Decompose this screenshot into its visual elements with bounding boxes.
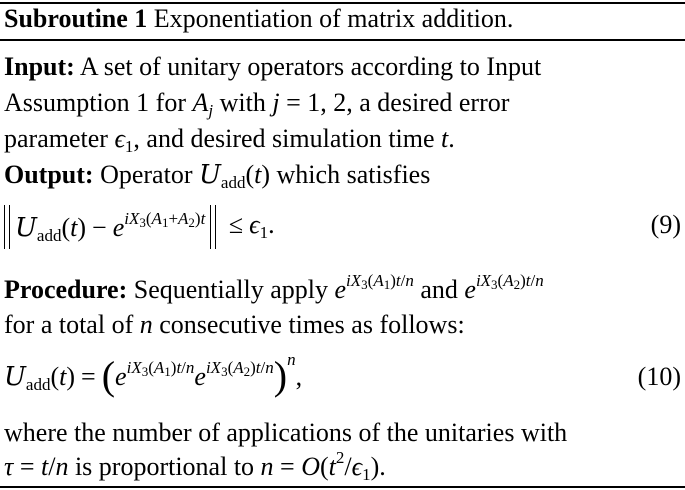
math-A-j: $A_j$ bbox=[192, 88, 214, 120]
procedure-text-a: Sequentially apply bbox=[133, 275, 328, 304]
bottom-rule bbox=[0, 486, 685, 488]
equation-10: $U_{add}(t) = (e^{iX_3(A_1)t/n}e^{iX_3(A_2)t/n})^n$, bbox=[4, 350, 303, 398]
final-line-2: τ = t/n is proportional to $n = O(t^2/\epsilon_1)$. bbox=[4, 448, 386, 484]
procedure-line-1: Procedure: Sequentially apply $e^{iX_3(A_1)t/n}$ and $e^{iX_3(A_2)t/n}$ bbox=[4, 271, 544, 304]
title-rule bbox=[0, 39, 685, 41]
procedure-text-d: consecutive times as follows: bbox=[159, 310, 465, 339]
input-text-2c: = 1, 2, a desired error bbox=[286, 88, 510, 117]
input-label: Input: bbox=[4, 52, 75, 81]
final-line-1 bbox=[4, 418, 567, 448]
equation-10-number: (10) bbox=[637, 362, 681, 391]
input-text-3a: parameter bbox=[4, 124, 108, 153]
algorithm-title bbox=[4, 4, 513, 34]
output-text-b: which satisfies bbox=[276, 160, 431, 189]
output-line bbox=[4, 160, 430, 190]
input-text-2b: with bbox=[219, 88, 266, 117]
procedure-line-2 bbox=[4, 310, 465, 340]
input-text-2a: Assumption 1 for bbox=[4, 88, 186, 117]
procedure-text-b: and bbox=[420, 275, 458, 304]
procedure-text-c: for a total of bbox=[4, 310, 134, 339]
input-line-1 bbox=[4, 52, 541, 82]
input-text-1: A set of unitary operators according to Input bbox=[79, 52, 542, 81]
math-j: j bbox=[272, 88, 280, 117]
norm-bars: $U_{add}(t) - e^{iX_3(A_1+A_2)t}$ bbox=[4, 205, 216, 249]
procedure-label: Procedure: bbox=[4, 275, 128, 304]
final-text-1: where the number of applications of the unitaries with bbox=[4, 418, 568, 447]
input-text-3b: , and desired simulation time bbox=[133, 124, 435, 153]
algorithm-title-text: Exponentiation of matrix addition. bbox=[153, 4, 514, 33]
final-text-2a: is proportional to bbox=[74, 452, 255, 481]
input-line-3: parameter $\epsilon_1$, and desired simulation time t. bbox=[4, 124, 455, 156]
math-U-add-t: $U_{add}(t)$ bbox=[198, 160, 271, 192]
equation-9: $U_{add}(t) - e^{iX_3(A_1+A_2)t} \le \epsilon_1$. bbox=[4, 203, 275, 249]
algorithm-label: Subroutine 1 bbox=[4, 4, 148, 33]
math-epsilon1: ϵ bbox=[114, 124, 125, 153]
output-text-a: Operator bbox=[100, 160, 193, 189]
math-n: n bbox=[139, 310, 153, 339]
equation-9-number: (9) bbox=[650, 210, 681, 239]
math-t: t bbox=[441, 124, 449, 153]
output-label: Output: bbox=[4, 160, 94, 189]
input-line-2 bbox=[4, 88, 509, 118]
